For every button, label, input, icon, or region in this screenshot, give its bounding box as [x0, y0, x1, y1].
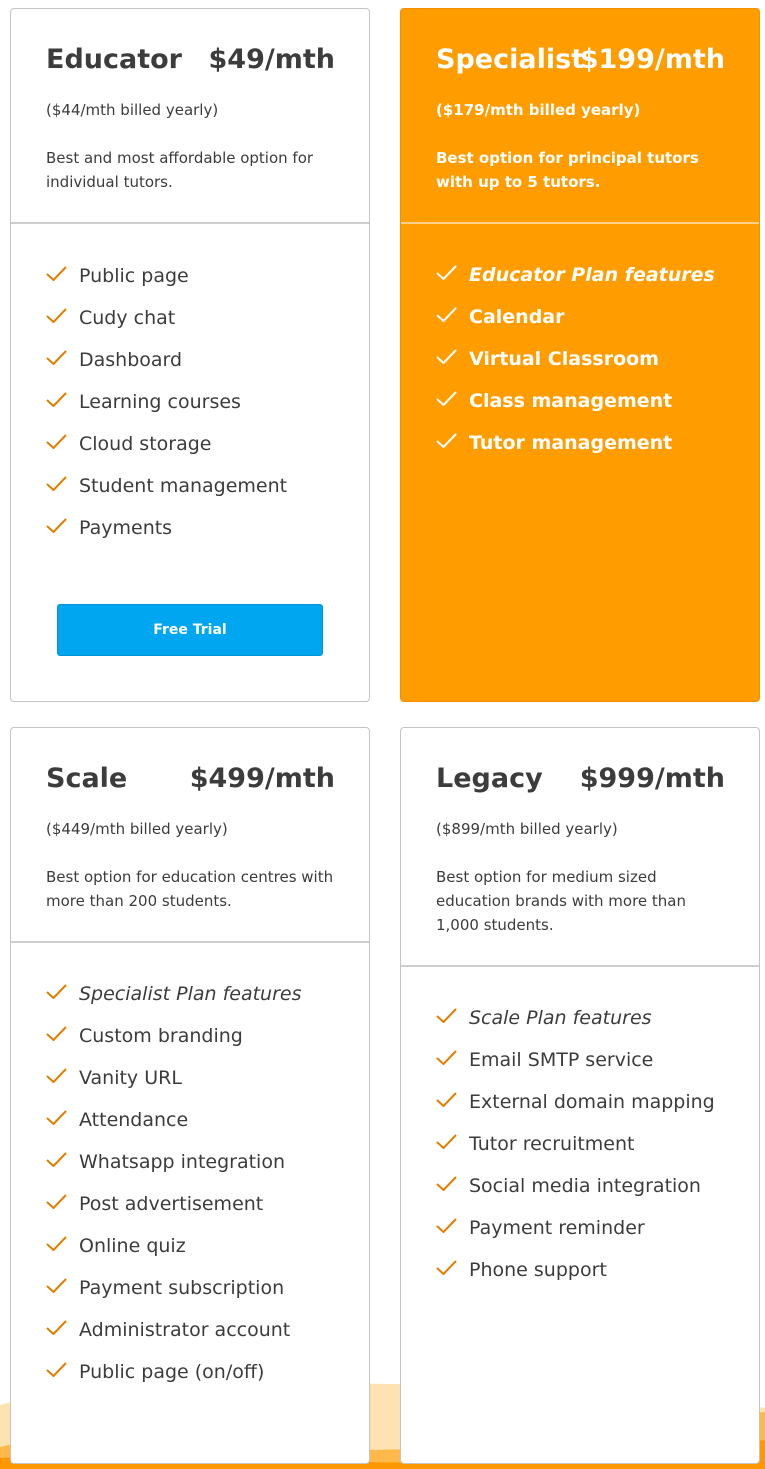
feature-label: Tutor management	[469, 432, 673, 454]
feature-label: Educator Plan features	[469, 264, 715, 286]
feature-list	[46, 260, 357, 554]
check-icon	[436, 349, 457, 365]
feature-label: Scale Plan features	[469, 1007, 652, 1029]
feature-item	[46, 428, 357, 460]
feature-label: Student management	[79, 475, 288, 497]
feature-label: Cudy chat	[79, 307, 176, 329]
feature-label: Tutor recruitment	[469, 1133, 635, 1155]
feature-item	[46, 1104, 357, 1136]
feature-item	[46, 1356, 357, 1388]
feature-item	[436, 301, 747, 333]
feature-item	[46, 386, 357, 418]
check-icon	[436, 265, 457, 281]
feature-item	[46, 978, 357, 1010]
feature-item	[46, 1314, 357, 1346]
feature-label: Attendance	[79, 1109, 189, 1131]
plan-card-educator	[10, 8, 370, 702]
feature-item	[46, 1272, 357, 1304]
check-icon	[46, 350, 67, 366]
feature-list	[436, 259, 747, 469]
plan-name: Educator	[46, 44, 182, 75]
check-icon	[436, 307, 457, 323]
feature-label: Payment subscription	[79, 1277, 285, 1299]
plan-price: $49/mth	[208, 44, 335, 75]
plan-card-legacy	[400, 727, 760, 1464]
check-icon	[46, 1278, 67, 1294]
feature-item	[46, 512, 357, 544]
feature-label: Social media integration	[469, 1175, 701, 1197]
check-icon	[46, 1152, 67, 1168]
feature-item	[436, 1128, 719, 1160]
plan-card-scale	[10, 727, 370, 1464]
check-icon	[46, 1110, 67, 1126]
check-icon	[436, 1218, 457, 1234]
feature-item	[46, 1230, 357, 1262]
feature-label: Email SMTP service	[469, 1049, 654, 1071]
feature-list	[436, 1002, 719, 1296]
check-icon	[436, 433, 457, 449]
feature-label: Whatsapp integration	[79, 1151, 285, 1173]
check-icon	[46, 1320, 67, 1336]
feature-item	[436, 1254, 719, 1286]
free-trial-button[interactable]: Free Trial	[57, 604, 323, 656]
check-icon	[46, 1026, 67, 1042]
feature-label: Dashboard	[79, 349, 183, 371]
feature-item	[46, 344, 357, 376]
plan-price: $999/mth	[579, 763, 725, 794]
check-icon	[436, 1176, 457, 1192]
feature-item	[46, 1020, 357, 1052]
plan-price: $199/mth	[579, 44, 725, 75]
feature-item	[46, 1146, 357, 1178]
feature-label: Cloud storage	[79, 433, 212, 455]
feature-item	[436, 1044, 719, 1076]
feature-list	[46, 978, 357, 1398]
check-icon	[46, 1236, 67, 1252]
feature-item	[46, 260, 357, 292]
check-icon	[436, 1050, 457, 1066]
check-icon	[46, 308, 67, 324]
feature-label: Phone support	[469, 1259, 607, 1281]
check-icon	[46, 1362, 67, 1378]
plan-name: Scale	[46, 763, 128, 794]
feature-label: Class management	[469, 390, 673, 412]
feature-item	[46, 1188, 357, 1220]
plan-yearly-price: ($899/mth billed yearly)	[436, 820, 618, 838]
feature-label: Learning courses	[79, 391, 241, 413]
plan-card-header	[401, 9, 759, 224]
feature-item	[46, 470, 357, 502]
check-icon	[46, 1194, 67, 1210]
plan-description: Best option for principal tutors with up to 5 tutors.	[436, 149, 699, 191]
feature-item	[436, 1170, 719, 1202]
feature-item	[436, 1002, 719, 1034]
feature-label: Public page	[79, 265, 189, 287]
feature-label: Administrator account	[79, 1319, 291, 1341]
plan-price: $499/mth	[189, 763, 335, 794]
plan-yearly-price: ($449/mth billed yearly)	[46, 820, 228, 838]
plan-yearly-price: ($44/mth billed yearly)	[46, 101, 219, 119]
plan-name: Specialist	[436, 44, 585, 75]
plan-description: Best option for education centres with more than 200 students.	[46, 868, 334, 910]
check-icon	[46, 1068, 67, 1084]
plan-card-header	[11, 9, 369, 224]
plan-yearly-price: ($179/mth billed yearly)	[436, 101, 641, 119]
plan-card-specialist	[400, 8, 760, 702]
feature-item	[46, 1062, 357, 1094]
check-icon	[436, 391, 457, 407]
feature-label: Public page (on/off)	[79, 1361, 265, 1383]
feature-label: External domain mapping	[469, 1091, 715, 1113]
check-icon	[46, 518, 67, 534]
feature-item	[436, 343, 747, 375]
check-icon	[46, 266, 67, 282]
feature-label: Vanity URL	[79, 1067, 182, 1089]
feature-label: Payment reminder	[469, 1217, 645, 1239]
plan-card-header	[401, 728, 759, 967]
feature-label: Post advertisement	[79, 1193, 264, 1215]
feature-item	[436, 427, 747, 459]
feature-item	[436, 1086, 719, 1118]
check-icon	[46, 434, 67, 450]
feature-label: Specialist Plan features	[79, 983, 302, 1005]
feature-label: Custom branding	[79, 1025, 243, 1047]
feature-item	[46, 302, 357, 334]
check-icon	[436, 1134, 457, 1150]
plan-description: Best and most affordable option for individual tutors.	[46, 149, 314, 191]
feature-label: Calendar	[469, 306, 565, 328]
feature-item	[436, 1212, 719, 1244]
feature-label: Online quiz	[79, 1235, 186, 1257]
check-icon	[436, 1008, 457, 1024]
check-icon	[436, 1260, 457, 1276]
check-icon	[46, 984, 67, 1000]
plan-card-header	[11, 728, 369, 943]
plan-description: Best option for medium sized education brands with more than 1,000 students.	[436, 868, 686, 934]
feature-label: Virtual Classroom	[469, 348, 659, 370]
feature-item	[436, 259, 747, 291]
check-icon	[436, 1092, 457, 1108]
feature-label: Payments	[79, 517, 173, 539]
check-icon	[46, 392, 67, 408]
plan-name: Legacy	[436, 763, 543, 794]
feature-item	[436, 385, 747, 417]
check-icon	[46, 476, 67, 492]
